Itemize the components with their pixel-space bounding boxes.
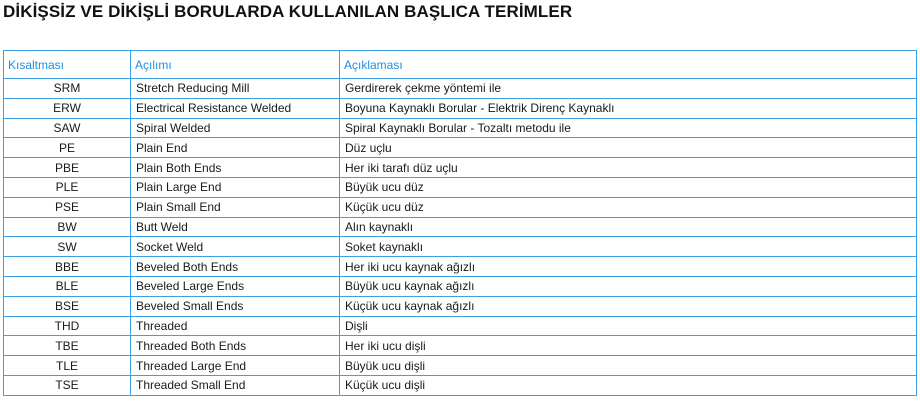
cell-expansion: Plain End [131,138,340,158]
table-row [4,356,917,376]
cell-abbreviation: SW [4,237,131,257]
cell-description: Soket kaynaklı [340,237,917,257]
table-header-row [4,51,917,79]
cell-abbreviation: TSE [4,375,131,395]
cell-description: Her iki ucu kaynak ağızlı [340,257,917,277]
cell-expansion: Beveled Large Ends [131,276,340,296]
cell-abbreviation: BW [4,217,131,237]
table-row [4,118,917,138]
cell-description: Düz uçlu [340,138,917,158]
column-header-abbreviation: Kısaltması [4,51,131,79]
cell-abbreviation: PBE [4,158,131,178]
column-header-description: Açıklaması [340,51,917,79]
cell-abbreviation: BSE [4,296,131,316]
cell-abbreviation: BLE [4,276,131,296]
table-body [4,79,917,396]
cell-description: Boyuna Kaynaklı Borular - Elektrik Direnç Kaynaklı [340,98,917,118]
table-row [4,336,917,356]
cell-description: Spiral Kaynaklı Borular - Tozaltı metodu ile [340,118,917,138]
table-row [4,79,917,99]
cell-abbreviation: PSE [4,197,131,217]
table-row [4,375,917,395]
cell-description: Büyük ucu kaynak ağızlı [340,276,917,296]
cell-expansion: Threaded [131,316,340,336]
table-row [4,316,917,336]
cell-abbreviation: SAW [4,118,131,138]
cell-expansion: Socket Weld [131,237,340,257]
table-row [4,158,917,178]
cell-description: Gerdirerek çekme yöntemi ile [340,79,917,99]
cell-description: Alın kaynaklı [340,217,917,237]
cell-expansion: Plain Small End [131,197,340,217]
column-header-expansion: Açılımı [131,51,340,79]
table-row [4,98,917,118]
cell-expansion: Threaded Both Ends [131,336,340,356]
cell-abbreviation: PLE [4,177,131,197]
table-row [4,138,917,158]
table-row [4,217,917,237]
cell-description: Küçük ucu düz [340,197,917,217]
cell-expansion: Butt Weld [131,217,340,237]
cell-description: Dişli [340,316,917,336]
cell-expansion: Plain Large End [131,177,340,197]
table-row [4,257,917,277]
cell-abbreviation: THD [4,316,131,336]
cell-expansion: Threaded Large End [131,356,340,376]
cell-expansion: Beveled Small Ends [131,296,340,316]
cell-expansion: Plain Both Ends [131,158,340,178]
table-row [4,276,917,296]
cell-abbreviation: TBE [4,336,131,356]
cell-expansion: Threaded Small End [131,375,340,395]
table-row [4,296,917,316]
table-row [4,197,917,217]
cell-abbreviation: BBE [4,257,131,277]
cell-description: Büyük ucu dişli [340,356,917,376]
cell-expansion: Spiral Welded [131,118,340,138]
cell-abbreviation: PE [4,138,131,158]
cell-description: Küçük ucu dişli [340,375,917,395]
cell-description: Her iki ucu dişli [340,336,917,356]
cell-expansion: Beveled Both Ends [131,257,340,277]
table-row [4,177,917,197]
cell-abbreviation: TLE [4,356,131,376]
cell-description: Büyük ucu düz [340,177,917,197]
cell-expansion: Stretch Reducing Mill [131,79,340,99]
cell-expansion: Electrical Resistance Welded [131,98,340,118]
terms-table [3,50,917,396]
cell-abbreviation: SRM [4,79,131,99]
cell-description: Her iki tarafı düz uçlu [340,158,917,178]
cell-description: Küçük ucu kaynak ağızlı [340,296,917,316]
table-row [4,237,917,257]
cell-abbreviation: ERW [4,98,131,118]
page-title: DİKİŞSİZ VE DİKİŞLİ BORULARDA KULLANILAN BAŞLICA TERİMLER [3,2,573,21]
